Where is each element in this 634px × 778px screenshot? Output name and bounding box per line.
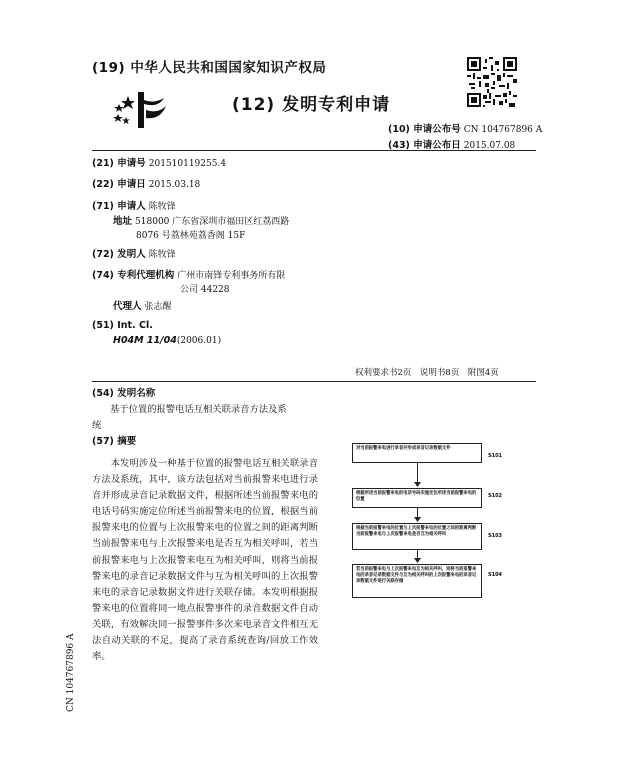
flow-step-box-4: 若当前报警来电与上次报警来电互为相关呼叫，则将当前报警来电的录音记录数据文件与互为相关呼叫的上次报警来电的录音记录数据文件进行关联存储 (352, 564, 482, 598)
applicant-name: 陈牧锋 (148, 202, 176, 212)
agent-name: 张志醒 (144, 302, 172, 312)
publication-date: 2015.07.08 (463, 141, 516, 151)
flow-step-id-3: S103 (488, 533, 503, 539)
applicant-label: (71) 申请人 (92, 201, 146, 212)
invention-title-line-2: 统 (92, 420, 102, 431)
info-divider (92, 381, 536, 382)
patent-office-title: (19) 中华人民共和国国家知识产权局 (92, 60, 327, 76)
agency-row (92, 267, 285, 281)
side-publication-number: CN 104767896 A (66, 633, 76, 712)
inventor-name: 陈牧锋 (148, 250, 176, 260)
flow-step-box-3: 根据当前报警来电的位置与上次报警来电的位置之间的距离判断当前报警来电与上次报警来电是否互为相关呼叫 (352, 523, 482, 550)
flow-step-id-4: S104 (488, 572, 503, 578)
document-type-title: (12) 发明专利申请 (232, 95, 391, 115)
application-date: 2015.03.18 (148, 180, 201, 190)
header-divider (92, 150, 536, 151)
publication-number-label: (10) 申请公布号 (388, 124, 461, 135)
inventor-row (92, 246, 176, 260)
cnipa-logo-icon (108, 84, 172, 132)
application-date-row (92, 176, 200, 190)
application-number-label: (21) 申请号 (92, 158, 146, 169)
qr-code-icon (467, 57, 517, 107)
application-number: 201510119255.4 (148, 159, 227, 169)
int-cl-code: H04M 11/04 (113, 335, 177, 346)
publication-number-row (388, 121, 542, 135)
address-line-2: 8076 号荔林苑荔香阁 15F (136, 231, 246, 241)
abstract-text: 本发明涉及一种基于位置的报警电话互相关联录音方法及系统，其中，该方法包括对当前报警来电进行录音并形成录音记录数据文件，根据所述当前报警来电的电话号码实施定位所述当前报警来电的位置，根据当前报警来电的位置与上次报警来电的位置之间的距离判断当前报警来电与上次报警来电是否互为相关呼叫，若当前报警来电与上次报警来电互为相关呼叫，则将当前报警来电的录音记录数据文件与互为相关呼叫的上次报警来电的录音记录数据文件进行关联存储。本发明根据报警来电的位置将同一地点报警事件的录音数据文件自动关联，有效解决同一报警事件多次来电录音文件相互无法自动关联的不足，提高了录音系统查询/回放工作效率。 (92, 458, 318, 663)
publication-date-label: (43) 申请公布日 (388, 140, 461, 151)
publication-date-row (388, 137, 515, 151)
inventor-label: (72) 发明人 (92, 249, 146, 260)
application-date-label: (22) 申请日 (92, 179, 146, 190)
agency-label: (74) 专利代理机构 (92, 270, 175, 281)
int-cl-code-row (113, 335, 221, 346)
flow-step-box-2: 根据所述当前报警来电的电话号码实施定位所述当前报警来电的位置 (352, 488, 482, 508)
address-row (113, 213, 289, 227)
agent-row (113, 298, 172, 312)
page-count-info: 权利要求书2页 说明书8页 附图4页 (355, 368, 499, 378)
flow-step-box-1: 对当前报警来电进行录音并形成录音记录数据文件 (352, 443, 482, 463)
invention-title-line-1: 基于位置的报警电话互相关联录音方法及系 (110, 404, 287, 415)
agency-line-2: 公司 44228 (180, 285, 230, 295)
int-cl-row (92, 320, 153, 331)
int-cl-label: (51) Int. Cl. (92, 320, 153, 331)
publication-number: CN 104767896 A (463, 125, 543, 135)
abstract-label: (57) 摘要 (92, 436, 137, 447)
address-label: 地址 (113, 216, 133, 227)
application-number-row (92, 155, 226, 169)
agency-line-1: 广州市南锋专利事务所有限 (177, 271, 286, 281)
agent-label: 代理人 (113, 301, 142, 312)
flow-step-id-2: S102 (488, 493, 503, 499)
address-line-1: 518000 广东省深圳市福田区红荔西路 (135, 217, 290, 227)
invention-title-label: (54) 发明名称 (92, 388, 156, 399)
int-cl-year: (2006.01) (176, 336, 222, 346)
flow-step-id-1: S101 (488, 453, 503, 459)
applicant-row (92, 198, 176, 212)
